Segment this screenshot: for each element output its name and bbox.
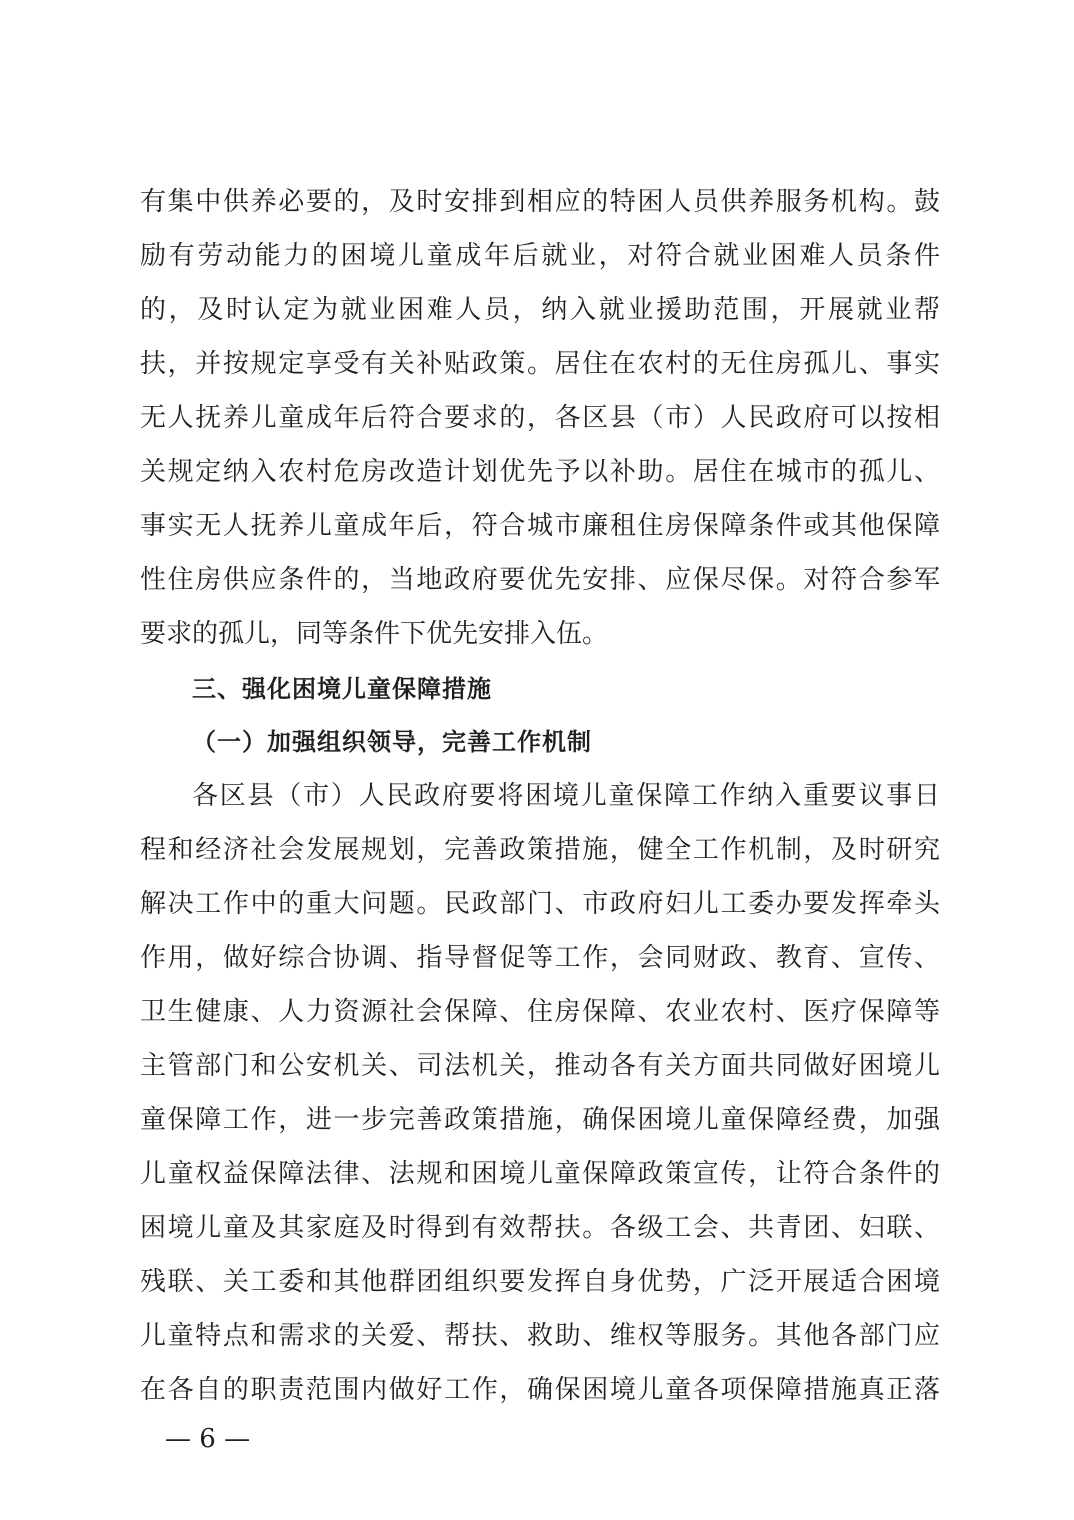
paragraph-2-line-10: 残联、关工委和其他群团组织要发挥自身优势，广泛开展适合困境 xyxy=(140,1267,940,1297)
paragraph-1-line-7: 事实无人抚养儿童成年后，符合城市廉租住房保障条件或其他保障 xyxy=(140,511,940,541)
section-heading: 三、强化困境儿童保障措施 xyxy=(192,675,492,703)
paragraph-1-line-1: 有集中供养必要的，及时安排到相应的特困人员供养服务机构。鼓 xyxy=(140,187,940,217)
paragraph-2-line-1: 各区县（市）人民政府要将困境儿童保障工作纳入重要议事日 xyxy=(192,781,940,811)
paragraph-1-line-2: 励有劳动能力的困境儿童成年后就业，对符合就业困难人员条件 xyxy=(140,241,940,271)
page-number: — 6 — xyxy=(165,1424,251,1454)
paragraph-2-line-4: 作用，做好综合协调、指导督促等工作，会同财政、教育、宣传、 xyxy=(140,943,940,973)
paragraph-2-line-3: 解决工作中的重大问题。民政部门、市政府妇儿工委办要发挥牵头 xyxy=(140,889,940,919)
paragraph-1-line-4: 扶，并按规定享受有关补贴政策。居住在农村的无住房孤儿、事实 xyxy=(140,349,940,379)
paragraph-2-line-11: 儿童特点和需求的关爱、帮扶、救助、维权等服务。其他各部门应 xyxy=(140,1321,940,1351)
paragraph-2-line-6: 主管部门和公安机关、司法机关，推动各有关方面共同做好困境儿 xyxy=(140,1051,940,1081)
paragraph-1-line-9: 要求的孤儿，同等条件下优先安排入伍。 xyxy=(140,619,609,649)
paragraph-2-line-5: 卫生健康、人力资源社会保障、住房保障、农业农村、医疗保障等 xyxy=(140,997,940,1027)
paragraph-2-line-8: 儿童权益保障法律、法规和困境儿童保障政策宣传，让符合条件的 xyxy=(140,1159,940,1189)
subsection-heading: （一）加强组织领导，完善工作机制 xyxy=(192,728,592,756)
paragraph-2-line-12: 在各自的职责范围内做好工作，确保困境儿童各项保障措施真正落 xyxy=(140,1375,940,1405)
paragraph-1-line-5: 无人抚养儿童成年后符合要求的，各区县（市）人民政府可以按相 xyxy=(140,403,940,433)
paragraph-2-line-7: 童保障工作，进一步完善政策措施，确保困境儿童保障经费，加强 xyxy=(140,1105,940,1135)
paragraph-2-line-9: 困境儿童及其家庭及时得到有效帮扶。各级工会、共青团、妇联、 xyxy=(140,1213,940,1243)
paragraph-2-line-2: 程和经济社会发展规划，完善政策措施，健全工作机制，及时研究 xyxy=(140,835,940,865)
paragraph-1-line-8: 性住房供应条件的，当地政府要优先安排、应保尽保。对符合参军 xyxy=(140,565,940,595)
paragraph-1-line-3: 的，及时认定为就业困难人员，纳入就业援助范围，开展就业帮 xyxy=(140,295,940,325)
paragraph-1-line-6: 关规定纳入农村危房改造计划优先予以补助。居住在城市的孤儿、 xyxy=(140,457,940,487)
